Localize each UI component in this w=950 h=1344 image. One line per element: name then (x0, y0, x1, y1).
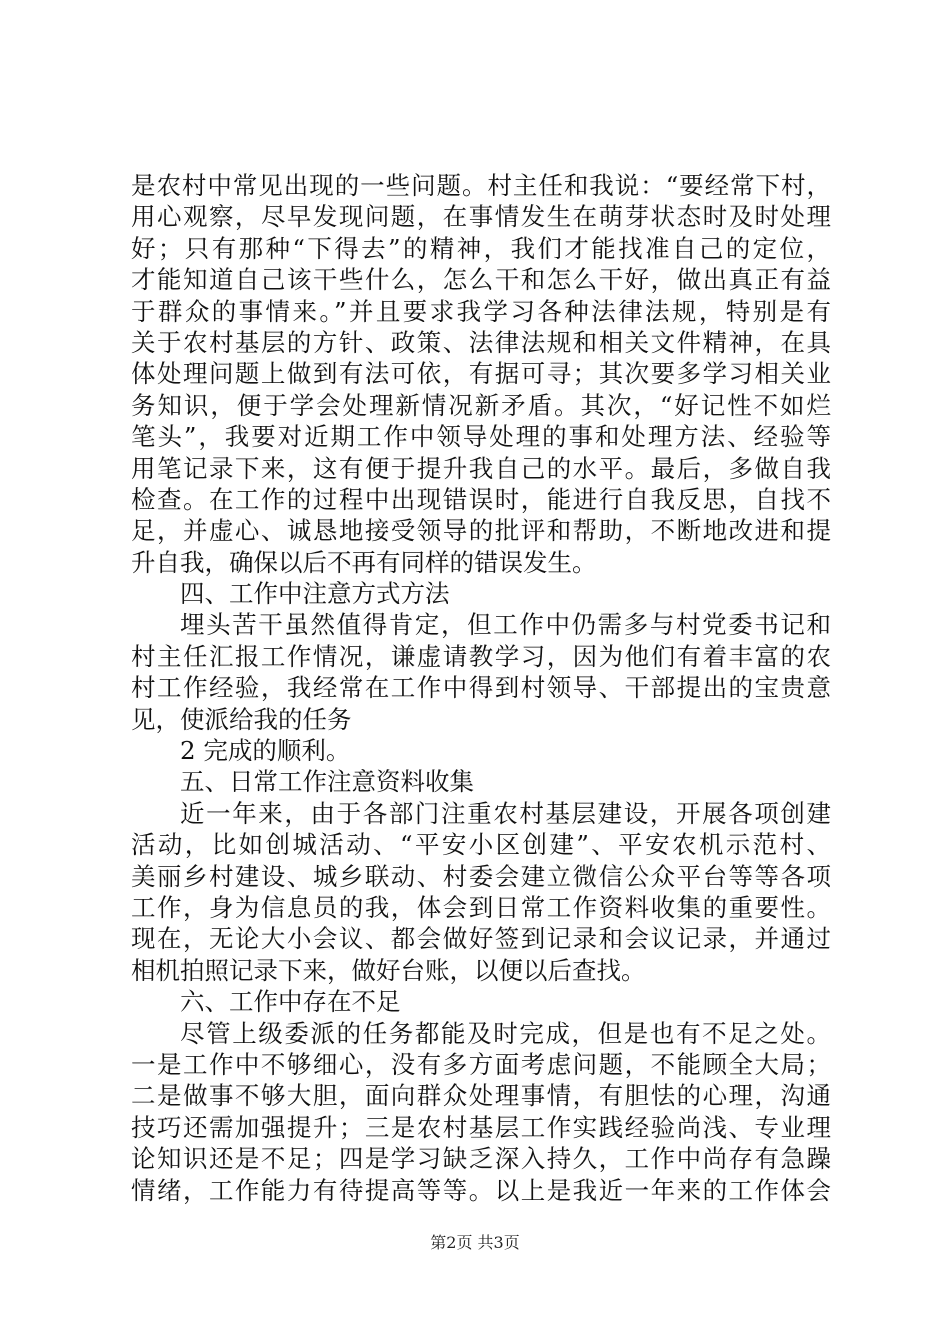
text-line: 好；只有那种“下得去”的精神，我们才能找准自己的定位， (131, 233, 831, 263)
text-line: 见，使派给我的任务 (131, 704, 352, 734)
text-line: 活动，比如创城活动、“平安小区创建”、平安农机示范村、 (131, 830, 831, 860)
text-line: 笔头”，我要对近期工作中领导处理的事和处理方法、经验等 (131, 422, 831, 452)
text-line: 情绪，工作能力有待提高等等。以上是我近一年来的工作体会 (131, 1175, 831, 1205)
text-line: 一是工作中不够细心，没有多方面考虑问题，不能顾全大局； (131, 1049, 831, 1079)
text-line: 六、工作中存在不足 (180, 987, 401, 1017)
text-line: 关于农村基层的方针、政策、法律法规和相关文件精神，在具 (131, 327, 831, 357)
text-line: 论知识还是不足；四是学习缺乏深入持久，工作中尚存有急躁 (131, 1144, 831, 1174)
text-line: 四、工作中注意方式方法 (180, 579, 450, 609)
text-line: 尽管上级委派的任务都能及时完成，但是也有不足之处。 (180, 1018, 831, 1048)
text-line: 村工作经验，我经常在工作中得到村领导、干部提出的宝贵意 (131, 673, 831, 703)
text-line: 技巧还需加强提升；三是农村基层工作实践经验尚浅、专业理 (131, 1112, 831, 1142)
text-line: 二是做事不够大胆，面向群众处理事情，有胆怯的心理，沟通 (131, 1081, 831, 1111)
text-line: 检查。在工作的过程中出现错误时，能进行自我反思，自找不 (131, 484, 831, 514)
text-line: 工作，身为信息员的我，体会到日常工作资料收集的重要性。 (131, 892, 831, 922)
text-line: 五、日常工作注意资料收集 (180, 767, 474, 797)
page-footer: 第2页 共3页 (430, 1233, 520, 1252)
text-line: 于群众的事情来。”并且要求我学习各种法律法规，特别是有 (131, 296, 831, 326)
text-line: 足，并虚心、诚恳地接受领导的批评和帮助，不断地改进和提 (131, 516, 831, 546)
text-line: 近一年来，由于各部门注重农村基层建设，开展各项创建 (180, 798, 831, 828)
text-line: 才能知道自己该干些什么，怎么干和怎么干好，做出真正有益 (131, 265, 831, 295)
text-line: 用笔记录下来，这有便于提升我自己的水平。最后，多做自我 (131, 453, 831, 483)
text-line: 体处理问题上做到有法可依，有据可寻；其次要多学习相关业 (131, 359, 831, 389)
text-line: 相机拍照记录下来，做好台账，以便以后查找。 (131, 955, 646, 985)
text-line: 升自我，确保以后不再有同样的错误发生。 (131, 547, 597, 577)
text-line: 2 完成的顺利。 (180, 736, 351, 766)
text-line: 用心观察，尽早发现问题，在事情发生在萌芽状态时及时处理 (131, 202, 831, 232)
text-line: 是农村中常见出现的一些问题。村主任和我说：“要经常下村， (131, 171, 831, 200)
text-line: 埋头苦干虽然值得肯定，但工作中仍需多与村党委书记和 (180, 610, 831, 640)
text-line: 村主任汇报工作情况，谦虚请教学习，因为他们有着丰富的农 (131, 641, 831, 671)
text-line: 务知识，便于学会处理新情况新矛盾。其次，“好记性不如烂 (131, 390, 831, 420)
text-line: 现在，无论大小会议、都会做好签到记录和会议记录，并通过 (131, 924, 831, 954)
text-line: 美丽乡村建设、城乡联动、村委会建立微信公众平台等等各项 (131, 861, 831, 891)
document-body (131, 170, 831, 1206)
